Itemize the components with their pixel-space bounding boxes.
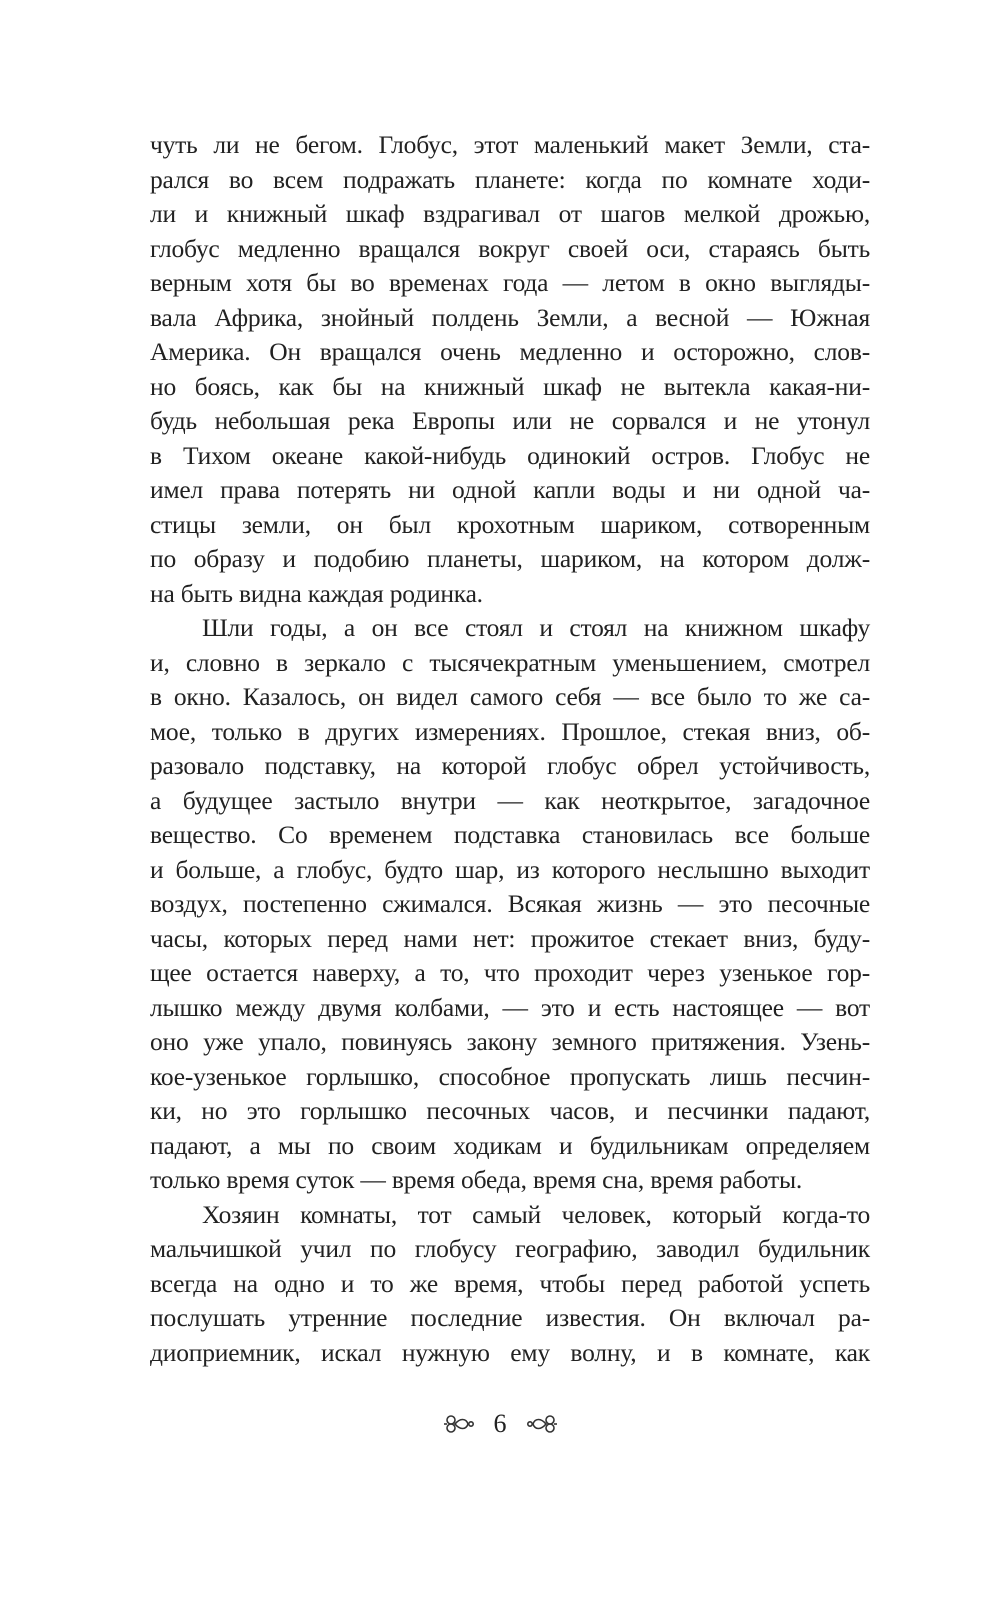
text-line: щее остается наверху, а то, что проходит через узенькое гор- <box>150 958 870 987</box>
text-line: на быть видна каждая родинка. <box>150 578 483 608</box>
text-line: мое, только в других измерениях. Прошлое, стекая вниз, об- <box>150 716 870 746</box>
text-line: падают, а мы по своим ходикам и будильникам определяем <box>150 1130 870 1160</box>
text-line: разовало подставку, на которой глобус обрел устойчивость, <box>150 751 870 780</box>
text-line: вала Африка, знойный полдень Земли, а весной — Южная <box>150 302 870 332</box>
ornament-icon <box>525 1413 559 1435</box>
text-line: лышко между двумя колбами, — это и есть настоящее — вот <box>150 992 870 1022</box>
text-line: Америка. Он вращался очень медленно и осторожно, слов- <box>150 337 870 366</box>
paragraph <box>150 611 870 1198</box>
text-line: кое-узенькое горлышко, способное пропускать лишь песчин- <box>150 1061 870 1091</box>
text-line: часы, которых перед нами нет: прожитое стекает вниз, буду- <box>150 923 870 953</box>
text-line: воздух, постепенно сжимался. Всякая жизнь — это песочные <box>150 889 870 918</box>
paragraph <box>150 1198 870 1371</box>
text-line: ки, но это горлышко песочных часов, и песчинки падают, <box>150 1096 870 1125</box>
text-line: по образу и подобию планеты, шариком, на котором долж- <box>150 544 870 573</box>
text-line: диоприемник, искал нужную ему волну, и в комнате, как <box>150 1337 870 1367</box>
text-line: но боясь, как бы на книжный шкаф не вытекла какая-ни- <box>150 371 870 401</box>
text-line: имел права потерять ни одной капли воды и ни одной ча- <box>150 475 870 504</box>
page-number: 6 <box>493 1409 507 1438</box>
text-line: вещество. Со временем подставка становилась все больше <box>150 820 870 849</box>
page-footer <box>0 1404 1000 1444</box>
paragraph <box>150 128 870 611</box>
text-line: а будущее застыло внутри — как неоткрытое, загадочное <box>150 785 870 815</box>
text-line: чуть ли не бегом. Глобус, этот маленький макет Земли, ста- <box>150 130 870 159</box>
text-line: глобус медленно вращался вокруг своей оси, стараясь быть <box>150 233 870 263</box>
text-line: только время суток — время обеда, время сна, время работы. <box>150 1165 803 1194</box>
text-line: в окно. Казалось, он видел самого себя — все было то же са- <box>150 682 870 711</box>
text-line: оно уже упало, повинуясь закону земного притяжения. Узень- <box>150 1027 870 1056</box>
text-line: стицы земли, он был крохотным шариком, сотворенным <box>150 509 870 539</box>
text-line: мальчишкой учил по глобусу географию, заводил будильник <box>150 1234 870 1263</box>
text-line: будь небольшая река Европы или не сорвался и не утонул <box>150 406 870 435</box>
text-line: всегда на одно и то же время, чтобы перед работой успеть <box>150 1268 870 1298</box>
text-line: послушать утренние последние известия. Он включал ра- <box>150 1303 870 1332</box>
ornament-icon <box>442 1413 476 1435</box>
text-line: верным хотя бы во временах года — летом в окно выгляды- <box>150 268 870 297</box>
text-line: Шли годы, а он все стоял и стоял на книжном шкафу <box>202 613 870 642</box>
text-line: и, словно в зеркало с тысячекратным уменьшением, смотрел <box>150 647 870 677</box>
text-line: рался во всем подражать планете: когда по комнате ходи- <box>150 164 870 194</box>
text-line: и больше, а глобус, будто шар, из которого неслышно выходит <box>150 854 870 884</box>
text-line: в Тихом океане какой-нибудь одинокий остров. Глобус не <box>150 440 870 470</box>
text-line: ли и книжный шкаф вздрагивал от шагов мелкой дрожью, <box>150 199 870 228</box>
text-line: Хозяин комнаты, тот самый человек, который когда-то <box>202 1199 870 1229</box>
book-page-text <box>150 128 870 1370</box>
